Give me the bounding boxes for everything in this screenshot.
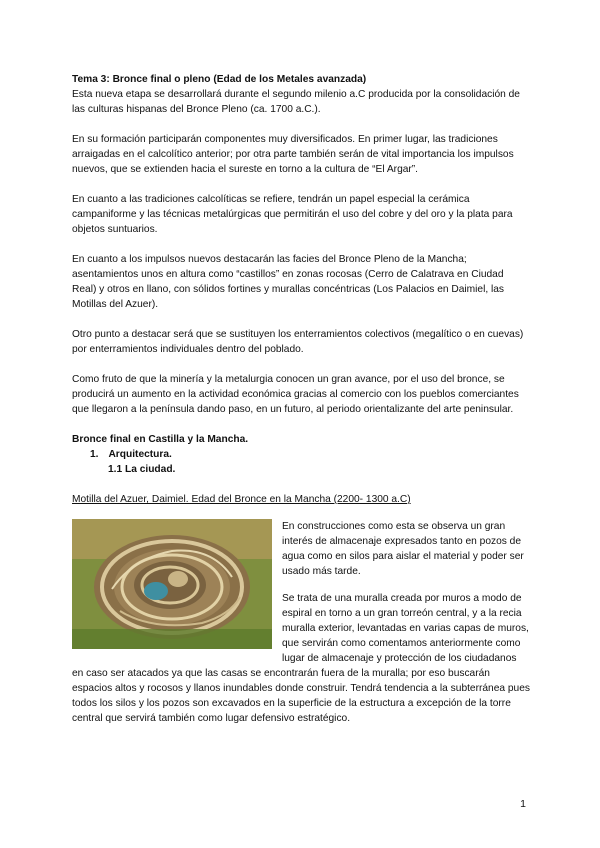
list-number: 1. — [90, 449, 99, 460]
figure-text-storage: En construcciones como esta se observa un gran interés de almacenaje expresados tanto en pozos de agua como en silos para aislar el material y poder ser usado más tarde. — [282, 521, 524, 577]
paragraph-formation: En su formación participarán componentes muy diversificados. En primer lugar, las tradiciones arraigadas en el calcolítico anterior; por otra parte también serán de vital importancia los impulsos nuevos, que se extienden hacia el sureste en torno a la cultura de “El Argar”. — [72, 134, 514, 175]
paragraph-burials: Otro punto a destacar será que se sustituyen los enterramientos colectivos (megalítico o en cuevas) por enterramientos individuales dentro del poblado. — [72, 329, 524, 355]
figure-caption: Motilla del Azuer, Daimiel. Edad del Bronce en la Mancha (2200- 1300 a.C) — [72, 494, 411, 505]
paragraph-intro: Esta nueva etapa se desarrollará durante el segundo milenio a.C producida por la consolidación de las culturas hispanas del Bronce Pleno (ca. 1700 a.C.). — [72, 89, 520, 115]
figure-block — [72, 519, 530, 726]
sublist-item-city: 1.1 La ciudad. — [108, 464, 176, 475]
page-title: Tema 3: Bronce final o pleno (Edad de los Metales avanzada) — [72, 74, 367, 85]
paragraph-calcolithic-traditions: En cuanto a las tradiciones calcolíticas se refiere, tendrán un papel especial la cerámica campaniforme y las técnicas metalúrgicas que permitirán el uso del cobre y del oro y la plata para objetos suntuarios. — [72, 194, 513, 235]
paragraph-metallurgy: Como fruto de que la minería y la metalurgia conocen un gran avance, por el uso del bronce, se producirá un aumento en la actividad económica gracias al comercio con los pueblos comerciantes que llegaron a la península dando paso, en un futuro, al periodo orientalizante del arte peninsular. — [72, 374, 519, 415]
figure-text-wall: Se trata de una muralla creada por muros a modo de espiral en torno a un gran torreón central, y a la recia muralla exterior, levantadas en varias capas de muros, que servirán como comentamos anteriormente como lugar de almacenaje y protección de los ciudadanos en caso ser atacados ya que las casas se encontrarán fuera de la muralla; por eso buscarán espacios altos y rocosos y llanos inundables donde construir. Tendrá tendencia a la subterránea pues todos los silos y los pozos son excavados en la superficie de la estructura a excepción de la torre central que servirá también como lugar defensivo estratégico. — [72, 593, 530, 724]
motilla-illustration — [72, 519, 272, 649]
page-number: 1 — [520, 798, 526, 810]
list-label: Arquitectura. — [108, 449, 172, 460]
paragraph-new-impulses: En cuanto a los impulsos nuevos destacarán las facies del Bronce Pleno de la Mancha; asentamientos unos en altura como “castillos” en zonas rocosas (Cerro de Calatrava en Ciudad Real) y otros en llano, con sólidos fortines y murallas concéntricas (Los Palacios en Daimiel, las Motillas del Azuer). — [72, 254, 505, 310]
aerial-photo-motilla — [72, 519, 272, 649]
document-content — [72, 72, 530, 738]
section-heading: Bronce final en Castilla y la Mancha. — [72, 434, 249, 445]
list-item-architecture — [72, 447, 530, 462]
